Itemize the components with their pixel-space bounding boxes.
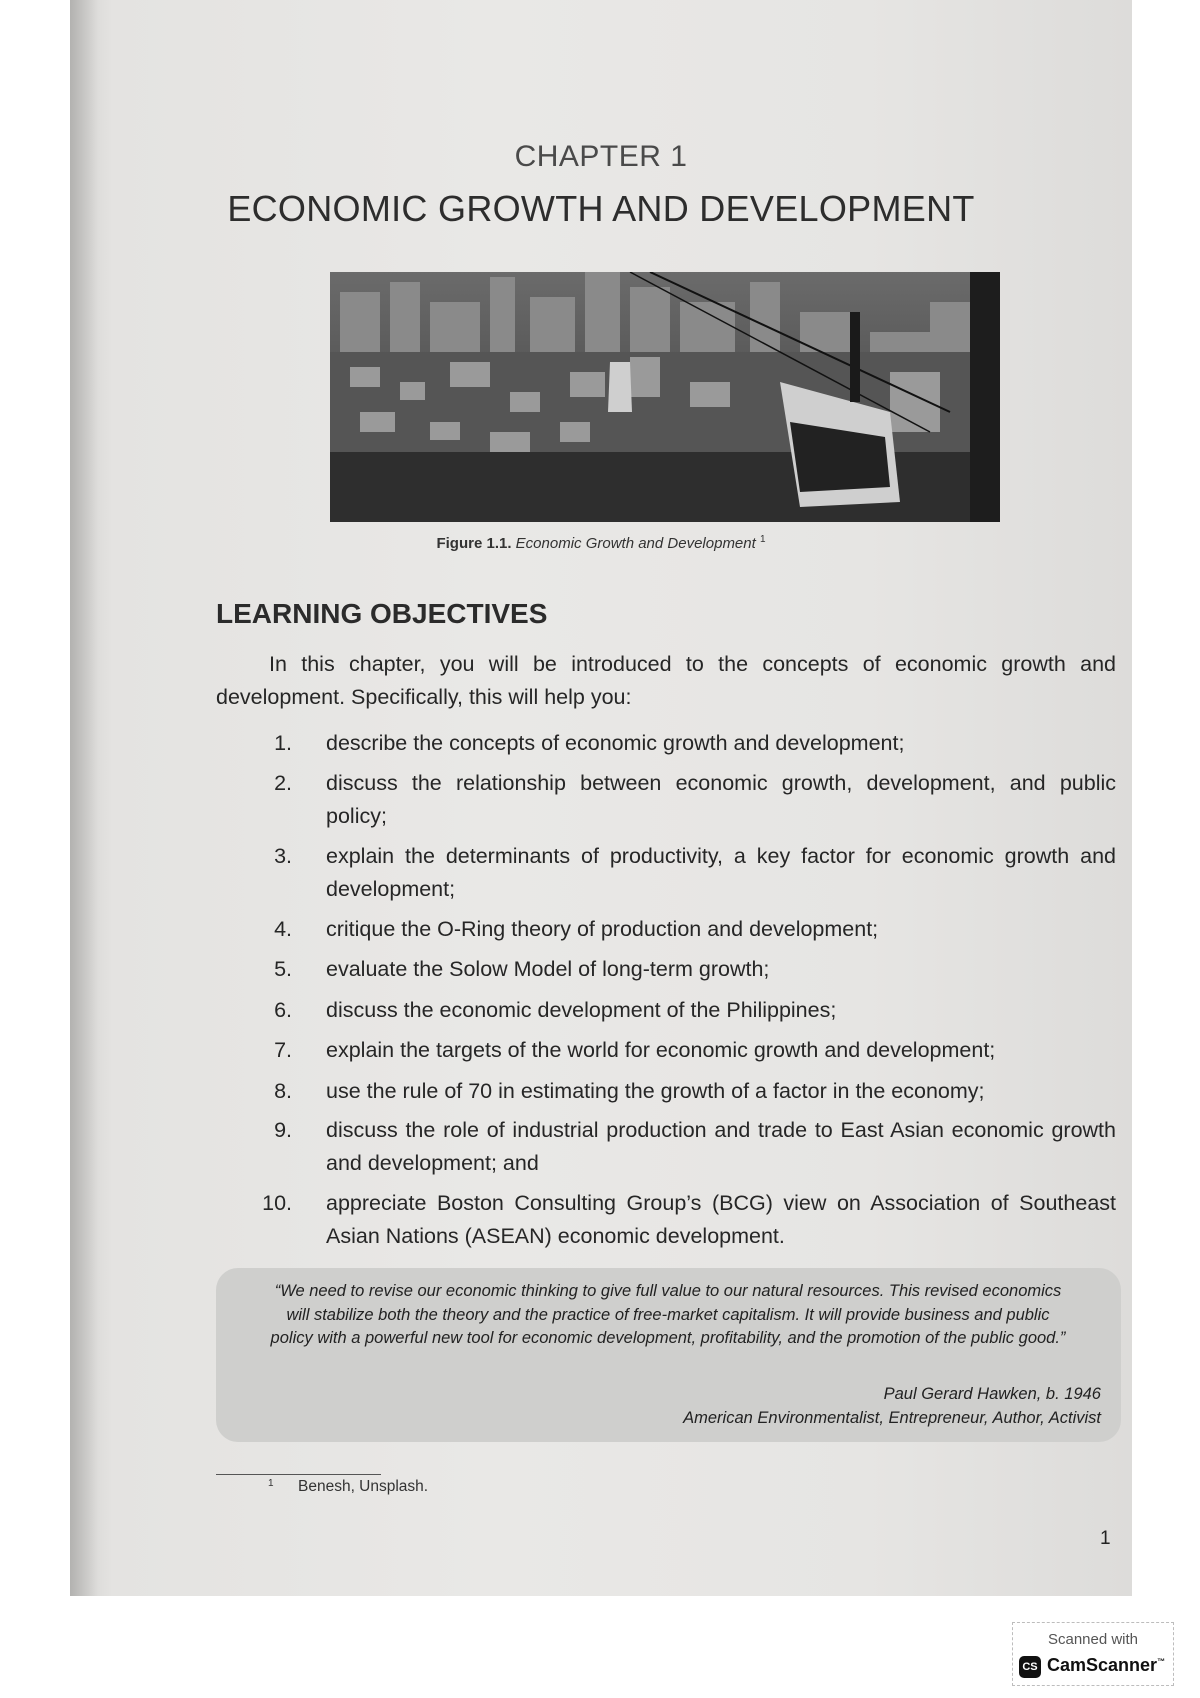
list-item-number: 3. [274,844,292,868]
figure-caption-label: Figure 1.1. [436,535,512,552]
learning-objectives-intro: In this chapter, you will be introduced to the concepts of economic growth and development. Specifically, this will help you: [216,652,1116,709]
badge-brand-name [1047,1655,1165,1676]
list-item-text: discuss the role of industrial production and trade to East Asian economic growth and development; and [326,1118,1116,1175]
list-item-text: describe the concepts of economic growth and development; [326,731,905,755]
scanned-page [70,0,1132,1596]
list-item-text: explain the targets of the world for economic growth and development; [326,1038,996,1062]
list-item-number: 6. [274,998,292,1022]
list-item-number: 1. [274,731,292,755]
list-item-text: discuss the relationship between economic growth, development, and public policy; [326,771,1116,828]
footnote-mark: 1 [268,1478,274,1489]
list-item-number: 9. [274,1118,292,1142]
list-item-text: evaluate the Solow Model of long-term growth; [326,957,770,981]
quote-author-role: American Environmentalist, Entrepreneur, Author, Activist [683,1409,1101,1427]
page-number: 1 [1100,1528,1111,1549]
badge-brand-text: CamScanner [1047,1655,1158,1675]
camscanner-logo-icon: CS [1019,1656,1041,1678]
list-item-number: 8. [274,1079,292,1103]
trademark-mark: ™ [1157,1657,1166,1666]
quote-box [216,1268,1121,1442]
list-item-number: 10. [262,1191,292,1215]
badge-scanned-with: Scanned with [1047,1631,1139,1648]
figure-footnote-mark: 1 [759,534,766,545]
cable-car-city-photo [330,272,1000,522]
list-item-text: appreciate Boston Consulting Group’s (BCG) view on Association of Southeast Asian Nations (ASEAN) economic development. [326,1191,1116,1248]
list-item-number: 2. [274,771,292,795]
figure-caption [70,534,1132,552]
list-item-text: use the rule of 70 in estimating the growth of a factor in the economy; [326,1079,985,1103]
list-item-number: 4. [274,917,292,941]
figure-caption-text: Economic Growth and Development [515,535,756,552]
list-item-number: 5. [274,957,292,981]
figure-photo [330,272,1000,522]
quote-author: Paul Gerard Hawken, b. 1946 [883,1385,1101,1403]
chapter-title: ECONOMIC GROWTH AND DEVELOPMENT [227,188,975,229]
camscanner-badge [1012,1622,1174,1686]
footnote-text: Benesh, Unsplash. [298,1478,429,1495]
learning-objectives-heading: LEARNING OBJECTIVES [216,598,548,629]
list-item-number: 7. [274,1038,292,1062]
list-item-text: explain the determinants of productivity, a key factor for economic growth and development; [326,844,1116,901]
quote-text: “We need to revise our economic thinking to give full value to our natural resources. This revised economics will stabilize both the theory and the practice of free-market capitalism. It will provide business and public policy with a powerful new tool for economic development, profitability, and the promotion of the public good.” [270,1282,1066,1347]
chapter-label: CHAPTER 1 [514,140,688,173]
list-item-text: critique the O-Ring theory of production and development; [326,917,879,941]
list-item-text: discuss the economic development of the Philippines; [326,998,837,1022]
footnote-divider [216,1474,381,1475]
